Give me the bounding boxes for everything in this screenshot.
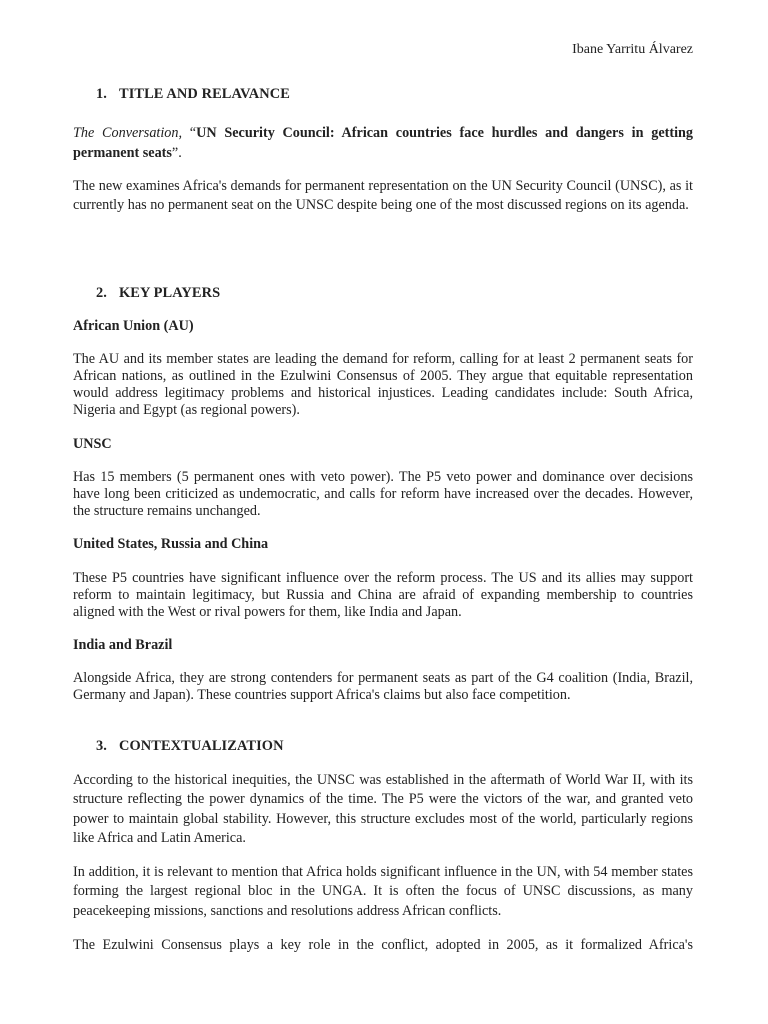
section-number: 3.: [96, 738, 107, 754]
section-heading-key-players: [96, 285, 220, 302]
quote-open: “: [182, 125, 197, 141]
source-name: The Conversation,: [73, 125, 183, 141]
article-citation: [73, 124, 693, 163]
relevance-paragraph: The new examines Africa's demands for permanent representation on the UN Security Council (UNSC), as it currently has no permanent seat on the UNSC despite being one of the most discussed regions on its agenda.: [73, 178, 693, 214]
author-name: Ibane Yarritu Álvarez: [572, 42, 693, 57]
context-paragraph-1: According to the historical inequities, the UNSC was established in the aftermath of World War II, with its structure reflecting the power dynamics of the time. The P5 were the victors of the war, and granted veto power to maintain global stability. However, this structure excludes most of the world, particularly regions like Africa and Latin America.: [73, 772, 693, 846]
player-heading-us-russia-china: United States, Russia and China: [73, 536, 269, 552]
player-text-unsc: Has 15 members (5 permanent ones with veto power). The P5 veto power and dominance over decisions have long been criticized as undemocratic, and calls for reform have increased over the decades. However, the structure remains unchanged.: [73, 469, 693, 519]
player-heading-india-brazil: India and Brazil: [73, 637, 173, 653]
player-text-india-brazil: Alongside Africa, they are strong contenders for permanent seats as part of the G4 coalition (India, Brazil, Germany and Japan). These countries support Africa's claims but also face competition.: [73, 670, 693, 703]
quote-close: ”.: [171, 144, 182, 161]
section-heading-contextualization: [96, 738, 284, 755]
article-title: UN Security Council: African countries face hurdles and dangers in getting permanent seats: [73, 125, 693, 161]
context-paragraph-2: In addition, it is relevant to mention that Africa holds significant influence in the UN, with 54 member states forming the largest regional bloc in the UNGA. It is often the focus of UNSC discussions, as many peacekeeping missions, sanctions and resolutions address African conflicts.: [73, 864, 693, 919]
section-title: TITLE AND RELAVANCE: [119, 86, 290, 102]
section-number: 1.: [96, 86, 107, 102]
player-text-au: The AU and its member states are leading the demand for reform, calling for at least 2 permanent seats for African nations, as outlined in the Ezulwini Consensus of 2005. They argue that equitable representation would address legitimacy problems and historical injustices. Leading candidates include: South Africa, Nigeria and Egypt (as regional powers).: [73, 351, 693, 418]
player-heading-unsc: UNSC: [73, 436, 112, 452]
section-title: CONTEXTUALIZATION: [119, 738, 284, 754]
context-paragraph-3: The Ezulwini Consensus plays a key role in the conflict, adopted in 2005, as it formalized Africa's: [73, 937, 693, 953]
section-heading-title-relevance: [96, 86, 290, 103]
section-number: 2.: [96, 285, 107, 301]
section-title: KEY PLAYERS: [119, 285, 221, 301]
player-text-us-russia-china: These P5 countries have significant influence over the reform process. The US and its allies may support reform to maintain legitimacy, but Russia and China are afraid of expanding membership to countries aligned with the West or rival powers for them, like India and Japan.: [73, 570, 693, 620]
player-heading-au: African Union (AU): [73, 318, 194, 334]
